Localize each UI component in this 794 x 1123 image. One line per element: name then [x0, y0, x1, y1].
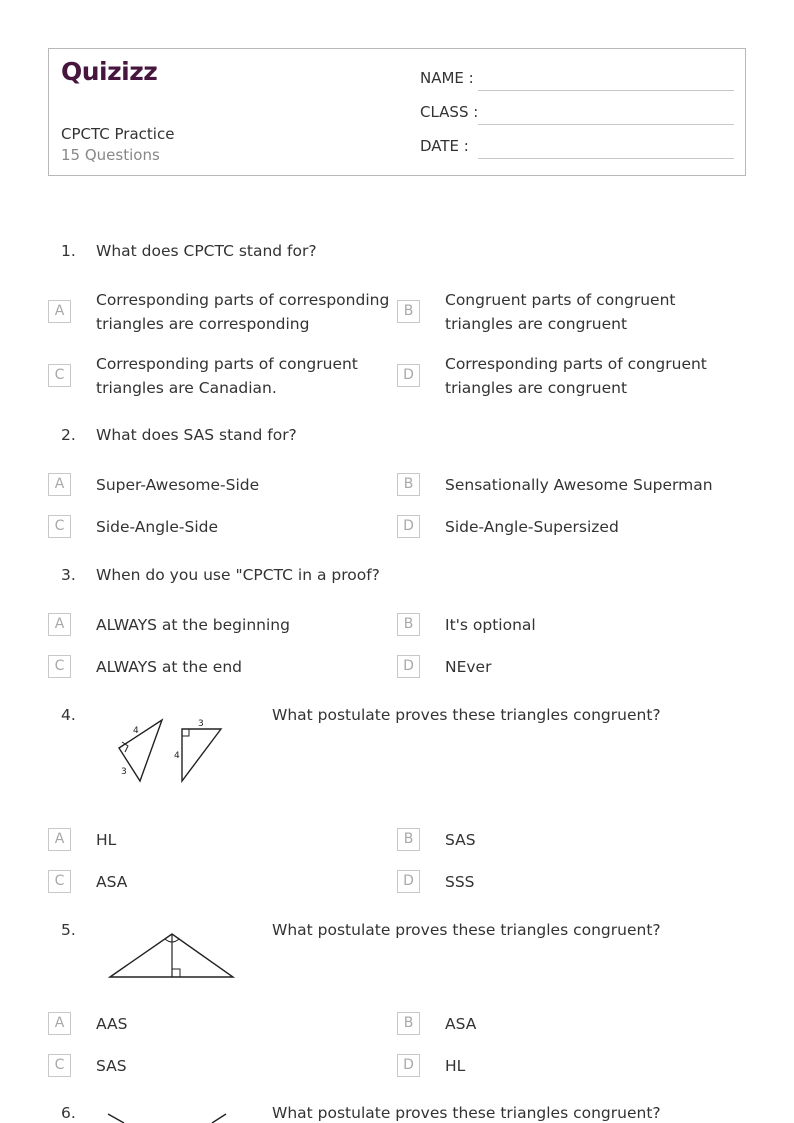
question-number: 3.	[61, 566, 76, 584]
question-text: What postulate proves these triangles congruent?	[272, 706, 661, 724]
option-text: Side-Angle-Supersized	[445, 518, 619, 536]
option-text: HL	[445, 1057, 466, 1075]
option-text: Corresponding parts of congruent triangles are congruent	[445, 355, 707, 397]
name-field[interactable]	[420, 69, 734, 89]
option-box[interactable]: B	[397, 828, 420, 851]
option-box[interactable]: A	[48, 473, 71, 496]
option-box[interactable]: D	[397, 870, 420, 893]
option-text: SAS	[445, 831, 476, 849]
isosceles-triangle-figure	[100, 925, 240, 983]
figure-label: 3	[198, 719, 204, 729]
option-box[interactable]: C	[48, 364, 71, 387]
question-text: What postulate proves these triangles congruent?	[272, 921, 661, 939]
option-text: Corresponding parts of congruent triangles are Canadian.	[96, 355, 358, 397]
option-box[interactable]: D	[397, 515, 420, 538]
option-text: ALWAYS at the beginning	[96, 616, 290, 634]
option-text: SSS	[445, 873, 475, 891]
question-number: 6.	[61, 1104, 76, 1122]
name-line[interactable]	[478, 90, 734, 91]
question-text: When do you use "CPCTC in a proof?	[96, 566, 380, 584]
triangles-figure-partial	[100, 1110, 240, 1123]
option-text: SAS	[96, 1057, 127, 1075]
question-number: 4.	[61, 706, 76, 724]
date-label: DATE :	[420, 137, 469, 155]
option-text: Corresponding parts of corresponding triangles are corresponding	[96, 291, 390, 333]
option-text: HL	[96, 831, 117, 849]
question-number: 5.	[61, 921, 76, 939]
option-box[interactable]: C	[48, 870, 71, 893]
option-box[interactable]: A	[48, 300, 71, 323]
option-text: Congruent parts of congruent triangles are congruent	[445, 291, 676, 333]
name-label: NAME :	[420, 69, 474, 87]
option-box[interactable]: B	[397, 473, 420, 496]
date-field[interactable]	[420, 137, 734, 157]
figure-label: 4	[174, 751, 180, 761]
figure-label: 4	[133, 726, 139, 736]
class-line[interactable]	[478, 124, 734, 125]
option-text: ASA	[445, 1015, 477, 1033]
option-text: Side-Angle-Side	[96, 518, 218, 536]
right-triangles-figure	[100, 710, 240, 790]
quizizz-logo: Quizizz	[61, 57, 158, 86]
figure-label: 3	[121, 767, 127, 777]
option-box[interactable]: A	[48, 613, 71, 636]
question-text: What does SAS stand for?	[96, 426, 297, 444]
option-box[interactable]: B	[397, 1012, 420, 1035]
option-text: AAS	[96, 1015, 128, 1033]
option-box[interactable]: C	[48, 1054, 71, 1077]
date-line[interactable]	[478, 158, 734, 159]
option-box[interactable]: B	[397, 300, 420, 323]
option-text: It's optional	[445, 616, 536, 634]
question-text: What does CPCTC stand for?	[96, 242, 317, 260]
worksheet-header	[48, 48, 746, 176]
class-field[interactable]	[420, 103, 734, 123]
option-box[interactable]: B	[397, 613, 420, 636]
option-box[interactable]: A	[48, 828, 71, 851]
question-text: What postulate proves these triangles congruent?	[272, 1104, 661, 1122]
option-text: NEver	[445, 658, 492, 676]
option-text: ASA	[96, 873, 128, 891]
option-box[interactable]: D	[397, 364, 420, 387]
option-box[interactable]: C	[48, 515, 71, 538]
option-box[interactable]: A	[48, 1012, 71, 1035]
option-box[interactable]: C	[48, 655, 71, 678]
option-text: Super-Awesome-Side	[96, 476, 260, 494]
option-text: Sensationally Awesome Superman	[445, 476, 713, 494]
option-box[interactable]: D	[397, 655, 420, 678]
option-text: ALWAYS at the end	[96, 658, 242, 676]
question-count: 15 Questions	[61, 146, 160, 164]
question-number: 2.	[61, 426, 76, 444]
question-number: 1.	[61, 242, 76, 260]
worksheet-title: CPCTC Practice	[61, 125, 175, 143]
option-box[interactable]: D	[397, 1054, 420, 1077]
class-label: CLASS :	[420, 103, 479, 121]
